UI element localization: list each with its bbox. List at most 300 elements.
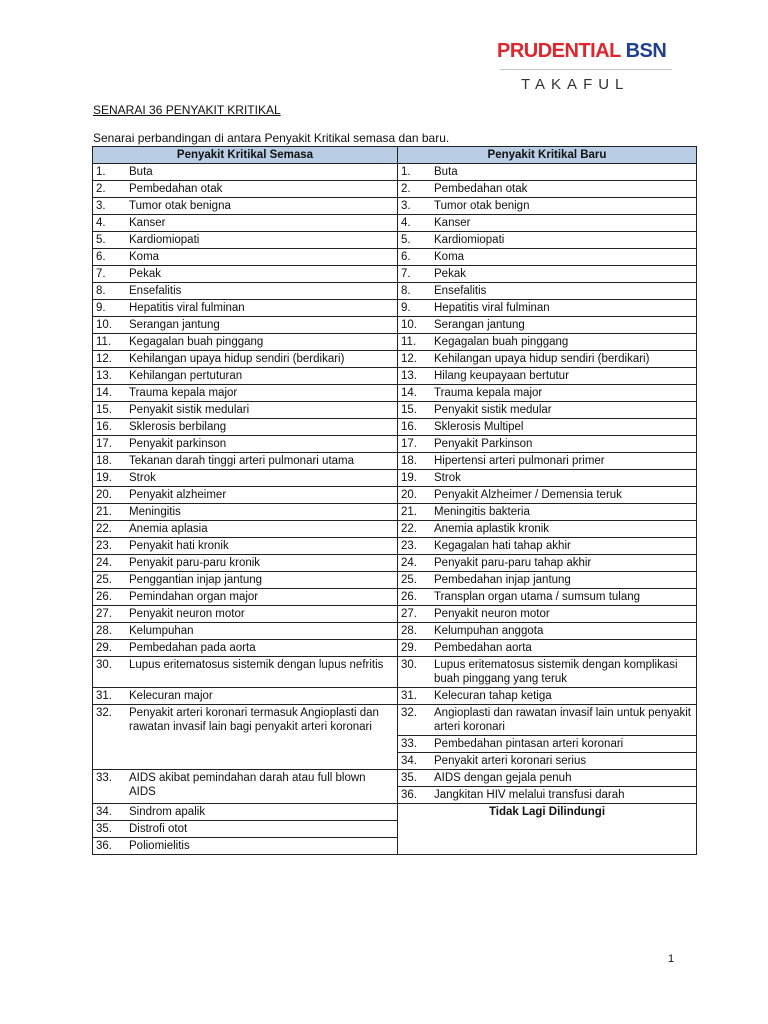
current-disease <box>96 839 394 853</box>
item-number: 20. <box>401 489 417 501</box>
item-number: 22. <box>401 523 417 535</box>
item-text: Kardiomiopati <box>129 234 200 246</box>
new-disease <box>401 590 693 604</box>
current-cell <box>93 821 398 838</box>
item-text: Kanser <box>129 217 166 229</box>
current-cell <box>93 538 398 555</box>
item-text: Kehilangan upaya hidup sendiri (berdikari) <box>434 353 650 365</box>
current-disease <box>96 233 394 247</box>
current-cell <box>93 232 398 249</box>
item-text: Koma <box>434 251 465 263</box>
new-disease <box>401 403 693 417</box>
item-text: Poliomielitis <box>129 840 190 852</box>
new-cell <box>398 215 697 232</box>
item-number: 31. <box>401 690 417 702</box>
new-disease <box>401 539 693 553</box>
table-header-row <box>93 147 697 164</box>
current-cell <box>93 470 398 487</box>
current-cell <box>93 804 398 821</box>
current-cell <box>93 334 398 351</box>
item-number: 14. <box>96 387 112 399</box>
item-text: Hilang keupayaan bertutur <box>434 370 569 382</box>
item-text: Pembedahan injap jantung <box>434 574 571 586</box>
new-cell <box>398 504 697 521</box>
table-row <box>93 470 697 487</box>
item-text: Distrofi otot <box>129 823 188 835</box>
table-row <box>93 215 697 232</box>
item-number: 1. <box>96 166 106 178</box>
item-number: 9. <box>401 302 411 314</box>
item-text: Tekanan darah tinggi arteri pulmonari utama <box>129 455 355 467</box>
item-number: 21. <box>401 506 417 518</box>
item-text: Serangan jantung <box>434 319 525 331</box>
item-number: 16. <box>401 421 417 433</box>
item-number: 14. <box>401 387 417 399</box>
item-text: Sklerosis berbilang <box>129 421 227 433</box>
current-disease <box>96 216 394 230</box>
new-cell <box>398 688 697 705</box>
table-row <box>93 623 697 640</box>
item-number: 24. <box>96 557 112 569</box>
item-text: Penyakit hati kronik <box>129 540 229 552</box>
table-row <box>93 164 697 181</box>
item-text: Kanser <box>434 217 471 229</box>
item-text: Kelecuran major <box>129 690 213 702</box>
item-number: 2. <box>401 183 411 195</box>
item-number: 25. <box>96 574 112 586</box>
item-text: Serangan jantung <box>129 319 220 331</box>
item-number: 9. <box>96 302 106 314</box>
new-cell <box>398 705 697 736</box>
current-disease <box>96 301 394 315</box>
current-disease <box>96 369 394 383</box>
new-cell <box>398 368 697 385</box>
item-number: 16. <box>96 421 112 433</box>
item-text: Kardiomiopati <box>434 234 505 246</box>
item-text: Buta <box>129 166 153 178</box>
header-new: Penyakit Kritikal Baru <box>398 147 697 164</box>
new-disease <box>401 199 693 213</box>
item-number: 5. <box>401 234 411 246</box>
item-number: 7. <box>401 268 411 280</box>
new-disease <box>401 607 693 621</box>
item-number: 8. <box>401 285 411 297</box>
item-text: Meningitis <box>129 506 181 518</box>
item-number: 35. <box>401 772 417 784</box>
new-cell <box>398 572 697 589</box>
table-row <box>93 572 697 589</box>
current-cell <box>93 385 398 402</box>
item-text: Kegagalan buah pinggang <box>434 336 569 348</box>
new-cell <box>398 181 697 198</box>
item-text: Penyakit neuron motor <box>129 608 245 620</box>
table-body <box>93 164 697 855</box>
item-number: 26. <box>401 591 417 603</box>
table-row <box>93 453 697 470</box>
new-cell <box>398 521 697 538</box>
current-cell <box>93 283 398 300</box>
current-disease <box>96 199 394 213</box>
current-disease <box>96 471 394 485</box>
current-cell <box>93 705 398 770</box>
item-number: 29. <box>96 642 112 654</box>
current-disease <box>96 335 394 349</box>
item-number: 29. <box>401 642 417 654</box>
item-text: Hepatitis viral fulminan <box>434 302 550 314</box>
current-cell <box>93 555 398 572</box>
item-text: Angioplasti dan rawatan invasif lain untuk penyakit arteri koronari <box>434 707 691 733</box>
current-cell <box>93 453 398 470</box>
new-cell <box>398 640 697 657</box>
new-disease <box>401 788 693 802</box>
new-disease <box>401 624 693 638</box>
item-text: Penyakit paru-paru tahap akhir <box>434 557 592 569</box>
item-text: Ensefalitis <box>434 285 487 297</box>
new-disease <box>401 488 693 502</box>
item-number: 35. <box>96 823 112 835</box>
current-cell <box>93 402 398 419</box>
item-text: Pembedahan otak <box>129 183 223 195</box>
new-cell <box>398 334 697 351</box>
item-number: 27. <box>96 608 112 620</box>
new-cell <box>398 351 697 368</box>
item-number: 1. <box>401 166 411 178</box>
current-disease <box>96 822 394 836</box>
current-disease <box>96 624 394 638</box>
current-disease <box>96 573 394 587</box>
item-number: 3. <box>401 200 411 212</box>
item-text: Pembedahan otak <box>434 183 528 195</box>
table-row <box>93 351 697 368</box>
table-row <box>93 657 697 688</box>
item-number: 17. <box>401 438 417 450</box>
current-cell <box>93 317 398 334</box>
table-row <box>93 555 697 572</box>
item-text: Pemindahan organ major <box>129 591 259 603</box>
current-cell <box>93 688 398 705</box>
header-current: Penyakit Kritikal Semasa <box>93 147 398 164</box>
current-disease <box>96 318 394 332</box>
item-text: Trauma kepala major <box>434 387 543 399</box>
table-row <box>93 436 697 453</box>
new-disease <box>401 284 693 298</box>
item-text: Anemia aplastik kronik <box>434 523 550 535</box>
item-number: 18. <box>96 455 112 467</box>
item-text: Ensefalitis <box>129 285 182 297</box>
new-disease <box>401 437 693 451</box>
table-row <box>93 538 697 555</box>
item-number: 32. <box>401 707 417 719</box>
new-disease <box>401 505 693 519</box>
item-number: 11. <box>401 336 417 348</box>
current-disease <box>96 386 394 400</box>
table-row <box>93 770 697 787</box>
new-disease <box>401 386 693 400</box>
logo-takaful: TAKAFUL <box>521 76 630 93</box>
table-row <box>93 317 697 334</box>
item-text: Penyakit Alzheimer / Demensia teruk <box>434 489 622 501</box>
item-text: Kehilangan pertuturan <box>129 370 243 382</box>
item-number: 4. <box>401 217 411 229</box>
item-text: Penyakit paru-paru kronik <box>129 557 261 569</box>
current-disease <box>96 658 394 672</box>
current-cell <box>93 266 398 283</box>
item-number: 22. <box>96 523 112 535</box>
new-cell <box>398 770 697 787</box>
table-row <box>93 385 697 402</box>
current-cell <box>93 623 398 640</box>
table-row <box>93 419 697 436</box>
new-disease <box>401 471 693 485</box>
table-row <box>93 266 697 283</box>
table-row <box>93 402 697 419</box>
current-disease <box>96 607 394 621</box>
table-row <box>93 283 697 300</box>
item-number: 11. <box>96 336 112 348</box>
new-disease <box>401 165 693 179</box>
item-number: 2. <box>96 183 106 195</box>
item-number: 34. <box>401 755 417 767</box>
item-number: 15. <box>401 404 417 416</box>
item-number: 19. <box>401 472 417 484</box>
current-disease <box>96 771 394 799</box>
current-disease <box>96 420 394 434</box>
item-text: Lupus eritematosus sistemik dengan komplikasi buah pinggang yang teruk <box>434 659 678 685</box>
current-cell <box>93 419 398 436</box>
no-longer-covered-cell: Tidak Lagi Dilindungi <box>398 804 697 855</box>
new-disease <box>401 737 693 751</box>
item-number: 31. <box>96 690 112 702</box>
current-disease <box>96 267 394 281</box>
new-disease <box>401 754 693 768</box>
item-number: 3. <box>96 200 106 212</box>
table-row <box>93 804 697 821</box>
document-title: SENARAI 36 PENYAKIT KRITIKAL <box>93 103 281 117</box>
item-number: 30. <box>96 659 112 671</box>
item-number: 15. <box>96 404 112 416</box>
item-number: 10. <box>96 319 112 331</box>
table-row <box>93 232 697 249</box>
item-text: Pembedahan aorta <box>434 642 532 654</box>
item-number: 33. <box>401 738 417 750</box>
current-cell <box>93 181 398 198</box>
new-disease <box>401 454 693 468</box>
item-text: Lupus eritematosus sistemik dengan lupus nefritis <box>129 659 384 671</box>
item-number: 17. <box>96 438 112 450</box>
item-text: Meningitis bakteria <box>434 506 530 518</box>
current-disease <box>96 165 394 179</box>
current-cell <box>93 368 398 385</box>
new-cell <box>398 385 697 402</box>
item-text: Penyakit arteri koronari termasuk Angioplasti dan rawatan invasif lain bagi penyakit arteri koronari <box>129 707 379 733</box>
item-number: 6. <box>401 251 411 263</box>
item-text: Penyakit parkinson <box>129 438 227 450</box>
item-number: 5. <box>96 234 106 246</box>
current-cell <box>93 606 398 623</box>
current-disease <box>96 706 394 734</box>
current-disease <box>96 488 394 502</box>
table-row <box>93 688 697 705</box>
item-text: AIDS akibat pemindahan darah atau full blown AIDS <box>129 772 366 798</box>
item-text: Sklerosis Multipel <box>434 421 524 433</box>
table-row <box>93 705 697 736</box>
current-cell <box>93 351 398 368</box>
item-number: 23. <box>96 540 112 552</box>
item-number: 24. <box>401 557 417 569</box>
new-cell <box>398 657 697 688</box>
table-row <box>93 181 697 198</box>
page-number: 1 <box>668 953 675 965</box>
item-text: Jangkitan HIV melalui transfusi darah <box>434 789 625 801</box>
table-row <box>93 606 697 623</box>
item-text: Tumor otak benign <box>434 200 530 212</box>
new-cell <box>398 266 697 283</box>
current-disease <box>96 539 394 553</box>
new-cell <box>398 283 697 300</box>
current-disease <box>96 182 394 196</box>
item-text: Penyakit Parkinson <box>434 438 533 450</box>
item-number: 13. <box>96 370 112 382</box>
new-disease <box>401 689 693 703</box>
item-number: 30. <box>401 659 417 671</box>
item-number: 34. <box>96 806 112 818</box>
item-number: 6. <box>96 251 106 263</box>
item-text: Pekak <box>434 268 466 280</box>
item-number: 13. <box>401 370 417 382</box>
item-number: 18. <box>401 455 417 467</box>
current-cell <box>93 640 398 657</box>
table-row <box>93 249 697 266</box>
new-disease <box>401 301 693 315</box>
current-cell <box>93 572 398 589</box>
item-number: 19. <box>96 472 112 484</box>
current-disease <box>96 250 394 264</box>
item-text: Strok <box>129 472 156 484</box>
item-text: Penyakit arteri koronari serius <box>434 755 587 767</box>
item-number: 12. <box>96 353 112 365</box>
item-number: 26. <box>96 591 112 603</box>
item-number: 23. <box>401 540 417 552</box>
new-disease <box>401 335 693 349</box>
new-cell <box>398 249 697 266</box>
new-cell <box>398 453 697 470</box>
table-row <box>93 334 697 351</box>
intro-text: Senarai perbandingan di antara Penyakit Kritikal semasa dan baru. <box>93 131 450 145</box>
current-cell <box>93 487 398 504</box>
item-number: 32. <box>96 707 112 719</box>
new-cell <box>398 232 697 249</box>
item-number: 25. <box>401 574 417 586</box>
item-text: Transplan organ utama / sumsum tulang <box>434 591 641 603</box>
item-text: Kelumpuhan <box>129 625 194 637</box>
current-disease <box>96 437 394 451</box>
item-text: Kelecuran tahap ketiga <box>434 690 552 702</box>
current-cell <box>93 770 398 804</box>
table-row <box>93 487 697 504</box>
current-disease <box>96 505 394 519</box>
new-disease <box>401 641 693 655</box>
new-cell <box>398 317 697 334</box>
item-text: Kehilangan upaya hidup sendiri (berdikari) <box>129 353 345 365</box>
new-disease <box>401 233 693 247</box>
new-cell <box>398 787 697 804</box>
new-cell <box>398 402 697 419</box>
item-text: Pembedahan pada aorta <box>129 642 256 654</box>
item-text: Penyakit neuron motor <box>434 608 550 620</box>
new-cell <box>398 419 697 436</box>
item-text: Penyakit sistik medular <box>434 404 552 416</box>
new-disease <box>401 556 693 570</box>
current-disease <box>96 454 394 468</box>
item-text: Strok <box>434 472 461 484</box>
logo-wordmark <box>497 40 677 63</box>
new-cell <box>398 736 697 753</box>
table-row <box>93 504 697 521</box>
item-number: 20. <box>96 489 112 501</box>
item-number: 28. <box>96 625 112 637</box>
new-cell <box>398 198 697 215</box>
item-number: 12. <box>401 353 417 365</box>
current-cell <box>93 838 398 855</box>
new-disease <box>401 771 693 785</box>
new-disease <box>401 573 693 587</box>
item-text: Anemia aplasia <box>129 523 208 535</box>
current-disease <box>96 689 394 703</box>
current-cell <box>93 436 398 453</box>
new-disease <box>401 369 693 383</box>
item-text: AIDS dengan gejala penuh <box>434 772 572 784</box>
item-text: Penyakit sistik medulari <box>129 404 250 416</box>
new-cell <box>398 606 697 623</box>
item-text: Tumor otak benigna <box>129 200 231 212</box>
item-text: Sindrom apalik <box>129 806 206 818</box>
table-row <box>93 368 697 385</box>
table-row <box>93 589 697 606</box>
item-number: 7. <box>96 268 106 280</box>
logo-divider <box>500 69 672 70</box>
new-cell <box>398 164 697 181</box>
new-cell <box>398 487 697 504</box>
table-row <box>93 198 697 215</box>
item-text: Koma <box>129 251 160 263</box>
new-cell <box>398 555 697 572</box>
new-disease <box>401 420 693 434</box>
item-text: Hipertensi arteri pulmonari primer <box>434 455 605 467</box>
current-disease <box>96 805 394 819</box>
current-cell <box>93 300 398 317</box>
current-cell <box>93 249 398 266</box>
new-disease <box>401 522 693 536</box>
new-cell <box>398 470 697 487</box>
new-disease <box>401 658 693 686</box>
item-number: 4. <box>96 217 106 229</box>
new-cell <box>398 300 697 317</box>
item-text: Kegagalan buah pinggang <box>129 336 264 348</box>
logo-bsn: BSN <box>625 40 667 62</box>
table-row <box>93 640 697 657</box>
new-disease <box>401 706 693 734</box>
logo-prudential: PRUDENTIAL <box>497 40 621 62</box>
item-text: Penggantian injap jantung <box>129 574 263 586</box>
comparison-table <box>92 146 697 855</box>
item-number: 36. <box>96 840 112 852</box>
item-number: 33. <box>96 772 112 784</box>
item-text: Kegagalan hati tahap akhir <box>434 540 571 552</box>
current-disease <box>96 556 394 570</box>
item-text: Trauma kepala major <box>129 387 238 399</box>
new-disease <box>401 267 693 281</box>
new-cell <box>398 753 697 770</box>
